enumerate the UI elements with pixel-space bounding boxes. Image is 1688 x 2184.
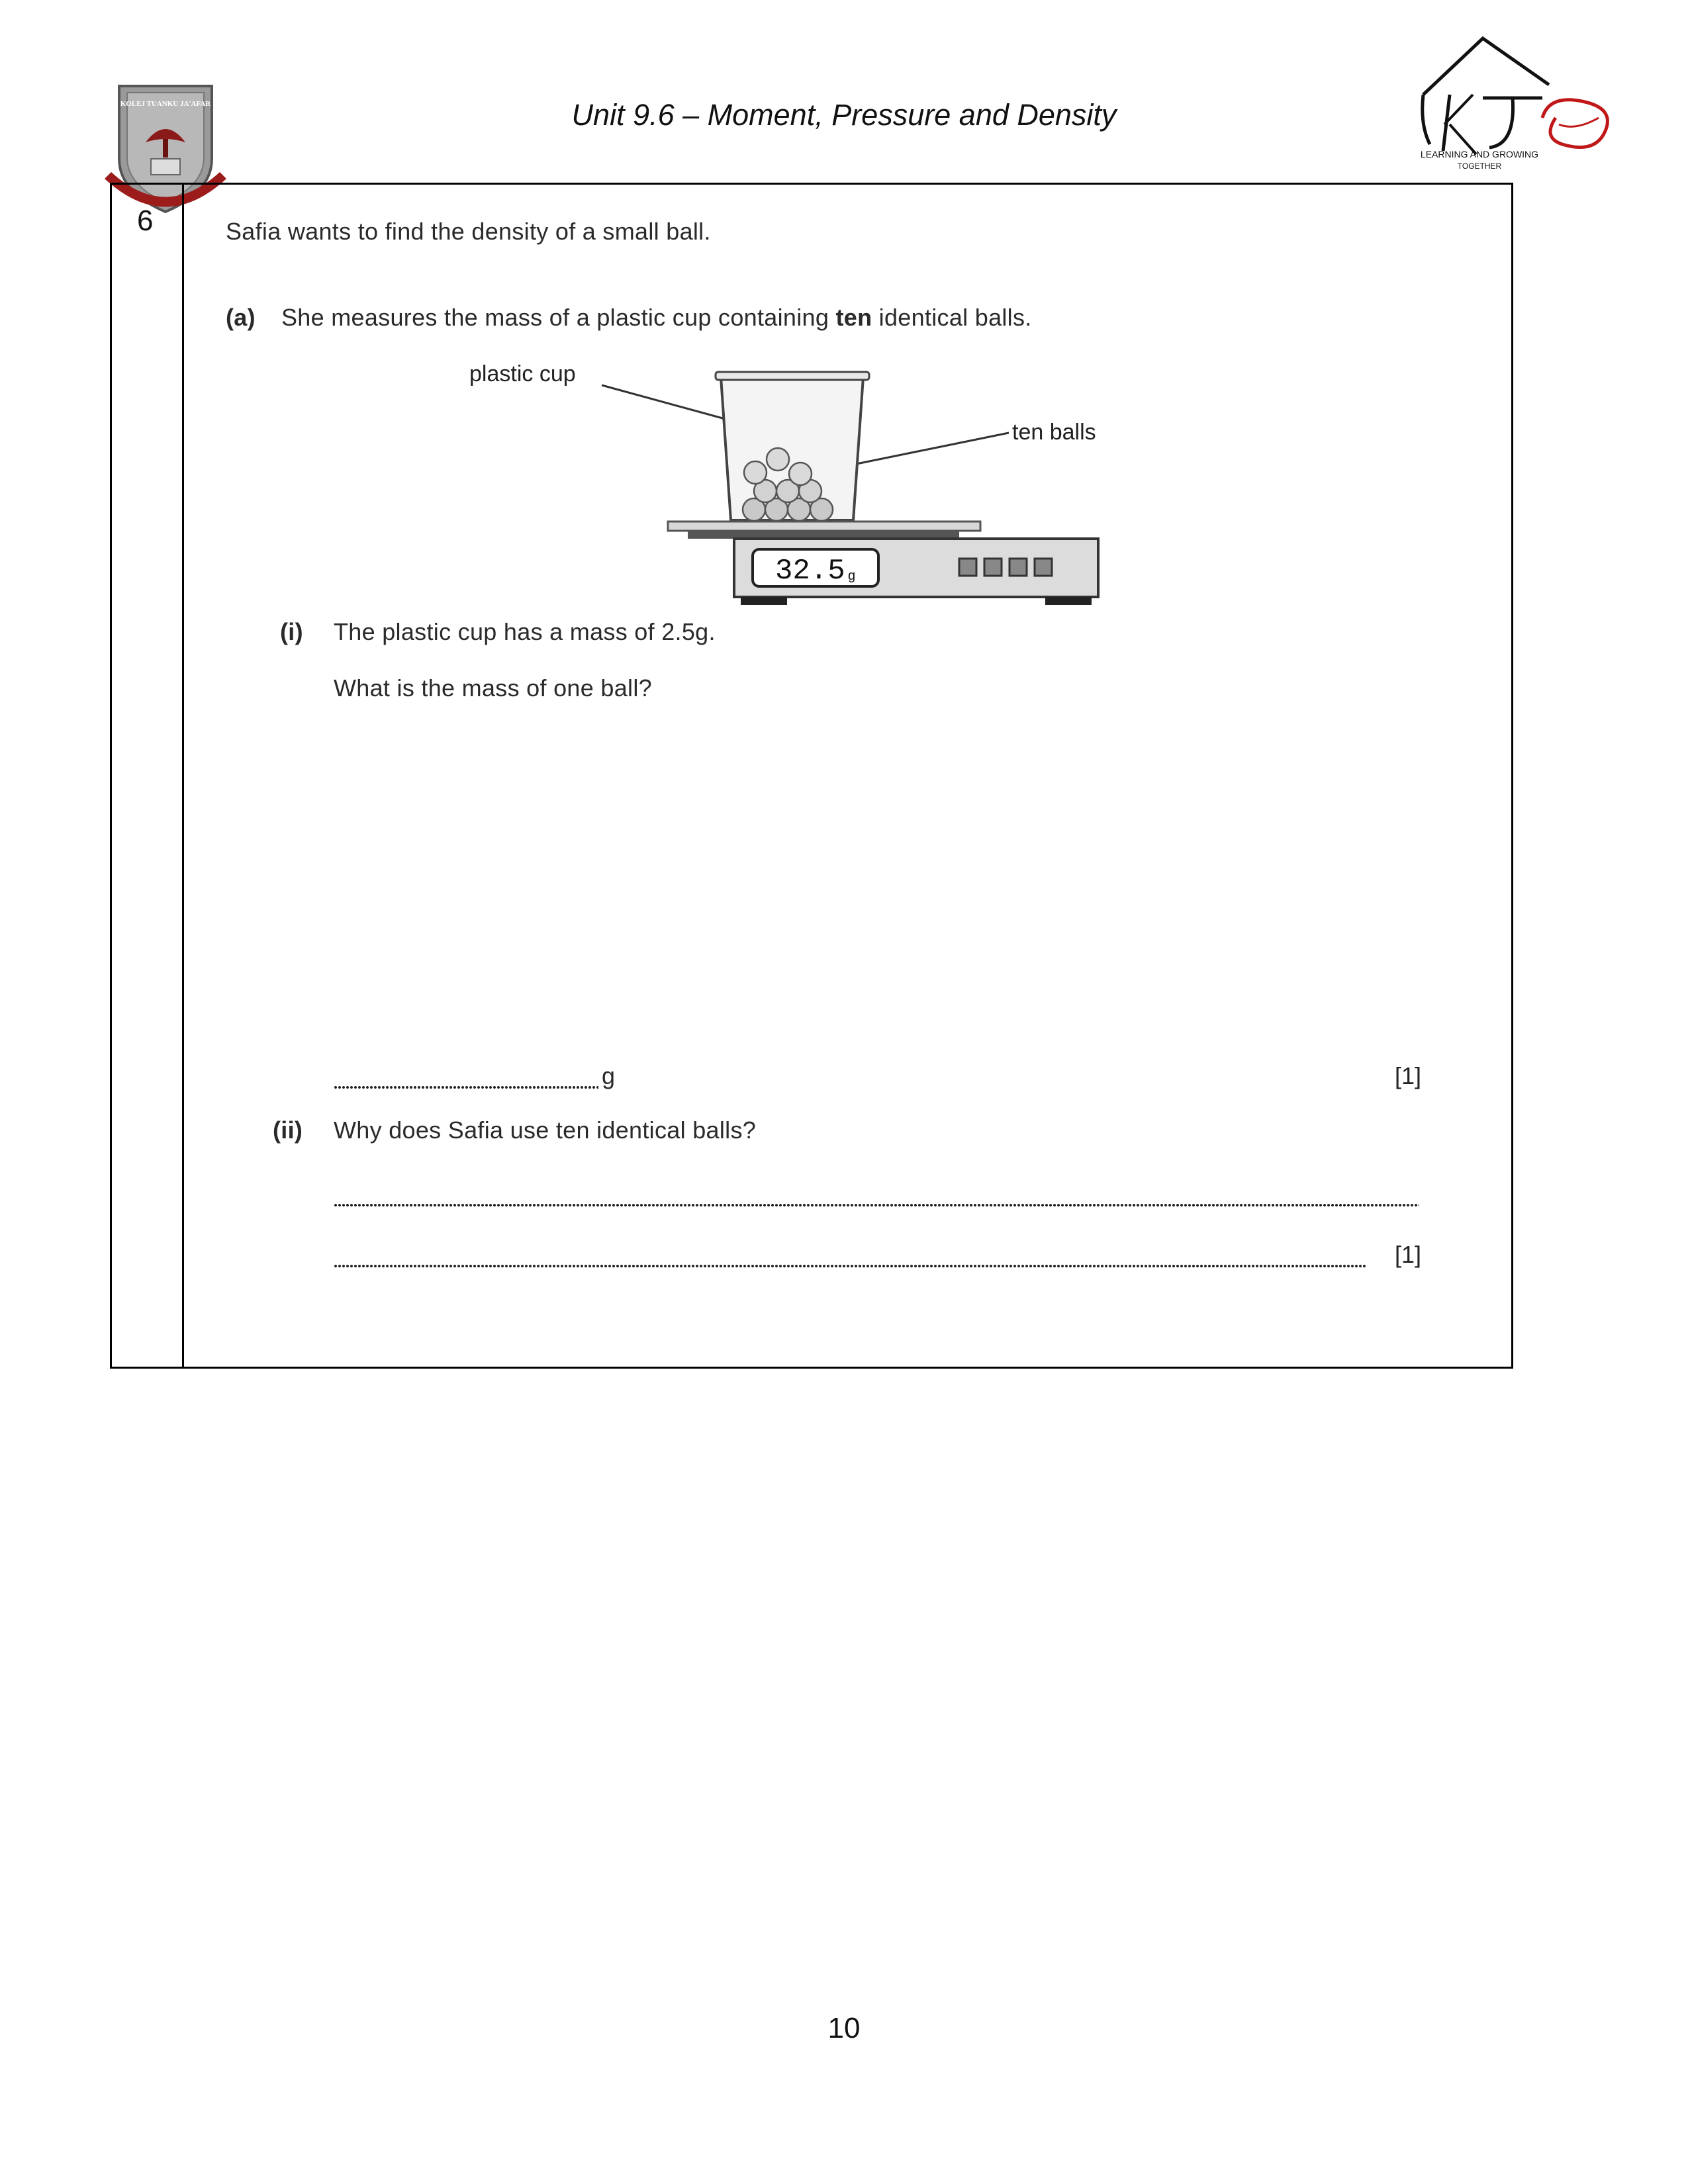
- ktj-logo: [1403, 32, 1628, 184]
- scale-button: [1035, 559, 1052, 576]
- sub-i-label: (i): [280, 618, 303, 645]
- ball: [744, 461, 767, 484]
- unit-title: Unit 9.6 – Moment, Pressure and Density: [571, 98, 1117, 132]
- leader-balls: [847, 433, 1009, 466]
- question-number: 6: [137, 205, 154, 237]
- leader-cup: [602, 385, 727, 420]
- marks-i: [1]: [1395, 1062, 1422, 1089]
- question-box: [110, 183, 1513, 1369]
- answer-line-i[interactable]: [334, 1085, 598, 1090]
- question-intro: Safia wants to find the density of a small ball.: [226, 218, 711, 245]
- label-ten-balls: ten balls: [1012, 420, 1096, 445]
- page-number: 10: [827, 2012, 861, 2044]
- marks-ii: [1]: [1395, 1241, 1422, 1268]
- sub-ii-label: (ii): [273, 1116, 303, 1144]
- scale-reading: 32.5: [775, 555, 845, 588]
- scale-button: [1009, 559, 1027, 576]
- scale-button: [984, 559, 1002, 576]
- balance-figure: [469, 353, 1264, 777]
- ktj-tagline-line2: TOGETHER: [1457, 161, 1502, 171]
- scale-unit: g: [848, 569, 856, 583]
- part-a-text: She measures the mass of a plastic cup containing ten identical balls.: [281, 304, 1032, 331]
- ball: [789, 463, 812, 485]
- ball: [767, 448, 789, 471]
- label-plastic-cup: plastic cup: [469, 361, 576, 387]
- answer-line-ii-2[interactable]: [334, 1263, 1366, 1269]
- answer-line-ii-1[interactable]: [334, 1203, 1419, 1208]
- crest-text: KOLEJ TUANKU JA'AFAR: [120, 100, 211, 108]
- answer-unit-g: g: [602, 1062, 616, 1089]
- scale-button: [959, 559, 976, 576]
- scale-pan: [668, 522, 980, 531]
- ktj-tagline-line1: LEARNING AND GROWING: [1420, 149, 1539, 159]
- question-number-divider: [182, 185, 184, 1367]
- part-a-label: (a): [226, 304, 256, 331]
- sub-ii-text: Why does Safia use ten identical balls?: [334, 1116, 757, 1144]
- sub-i-line1: The plastic cup has a mass of 2.5g.: [334, 618, 716, 645]
- sub-i-line2: What is the mass of one ball?: [334, 674, 652, 702]
